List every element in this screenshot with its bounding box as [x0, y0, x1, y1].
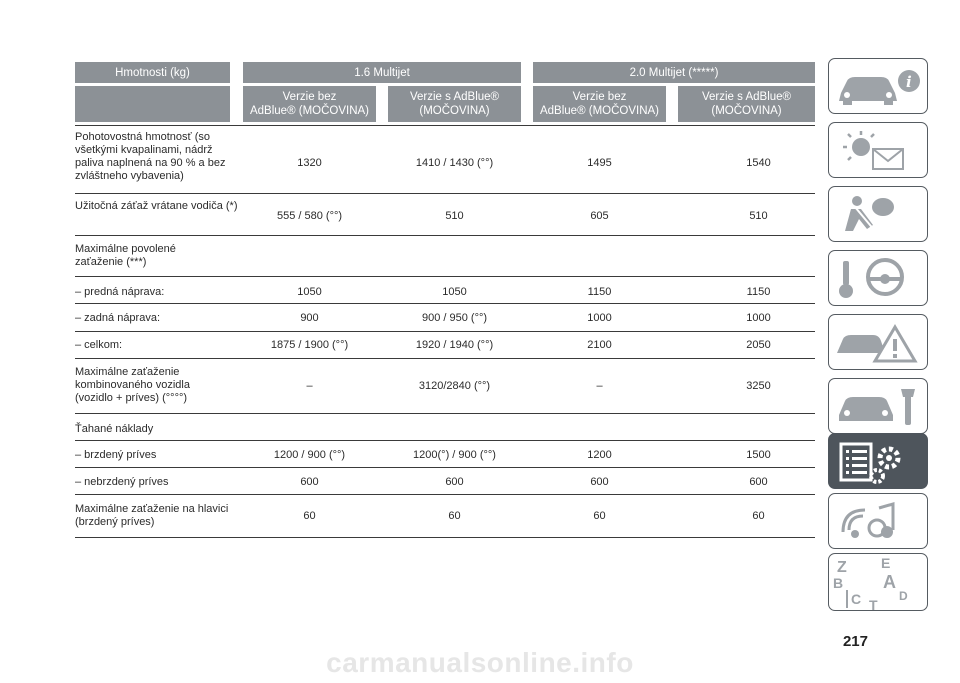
warning-lights-icon [829, 123, 928, 178]
header-weights-label: Hmotnosti (kg) [115, 66, 190, 79]
row-divider [75, 467, 815, 468]
tab-car-info[interactable] [828, 58, 928, 114]
index-letter: B [833, 575, 844, 591]
steering-key-icon [829, 251, 928, 306]
row-divider [75, 303, 815, 304]
cell: 60 [303, 510, 316, 522]
technical-data-icon [829, 434, 928, 489]
cell: 1875 / 1900 (°°) [270, 339, 349, 351]
svg-text:i: i [906, 73, 912, 91]
tab-emergency[interactable] [828, 314, 928, 370]
subheader-col4: Verzie s AdBlue® (MOČOVINA) [678, 86, 815, 122]
cell: 1050 [442, 286, 467, 298]
cell: 3250 [746, 380, 771, 392]
row-divider [75, 413, 815, 414]
tab-technical-data[interactable] [828, 433, 928, 489]
cell: 1540 [746, 157, 771, 169]
cell: 600 [590, 476, 609, 488]
cell: 1200 / 900 (°°) [273, 449, 346, 461]
tab-safety[interactable] [828, 186, 928, 242]
header-20-multijet [533, 62, 815, 83]
tab-starting-driving[interactable] [828, 250, 928, 306]
cell: 1320 [297, 157, 322, 169]
index-letter: E [881, 555, 891, 571]
index-letter: D [899, 589, 908, 603]
index-letter: Z [837, 559, 847, 576]
cell: 900 [300, 312, 319, 324]
page-number: 217 [842, 633, 868, 650]
cell: 600 [749, 476, 768, 488]
cell: 1410 / 1430 (°°) [415, 157, 494, 169]
index-letter: A [883, 572, 896, 592]
cell: 1500 [746, 449, 771, 461]
cell: 1050 [297, 286, 322, 298]
cell: 900 / 950 (°°) [421, 312, 488, 324]
cell: 60 [448, 510, 461, 522]
row-label: Užitočná záťaž vrátane vodiča (*) [75, 200, 238, 212]
cell: – [596, 380, 603, 392]
subheader-empty [75, 86, 230, 122]
header-16-multijet [243, 62, 521, 83]
row-divider [75, 235, 815, 236]
header-16-label: 1.6 Multijet [354, 66, 410, 79]
emergency-car-icon [829, 315, 928, 370]
row-label: – brzdený príves [75, 449, 157, 461]
subheader-col2: Verzie s AdBlue® (MOČOVINA) [388, 86, 521, 122]
row-label: Maximálne zaťaženie kombinovaného vozidla (vozidlo + príves) (°°°°) [75, 366, 190, 404]
cell: 605 [590, 210, 609, 222]
cell: 1200(°) / 900 (°°) [413, 449, 496, 461]
header-weights [75, 62, 230, 83]
row-divider [75, 125, 815, 126]
cell: 60 [593, 510, 606, 522]
header-20-label: 2.0 Multijet (*****) [629, 66, 719, 79]
subheader-col3: Verzie bez AdBlue® (MOČOVINA) [533, 86, 666, 122]
row-divider [75, 193, 815, 194]
row-divider [75, 276, 815, 277]
cell: 60 [752, 510, 765, 522]
watermark: carmanualsonline.info [326, 647, 634, 678]
tab-index[interactable] [828, 553, 928, 611]
cell: 600 [300, 476, 319, 488]
row-label: Maximálne zaťaženie na hlavici (brzdený príves) [75, 503, 229, 528]
cell: 555 / 580 (°°) [276, 210, 343, 222]
cell: 1150 [587, 286, 612, 298]
cell: 1150 [746, 286, 771, 298]
cell: 1000 [587, 312, 612, 324]
row-divider [75, 358, 815, 359]
cell: – [306, 380, 313, 392]
cell: 1920 / 1940 (°°) [415, 339, 494, 351]
row-label: – celkom: [75, 339, 123, 351]
cell: 2100 [587, 339, 612, 351]
cell: 510 [749, 210, 768, 222]
row-label: – predná náprava: [75, 286, 165, 298]
index-letter: C [851, 591, 862, 607]
cell: 1000 [746, 312, 771, 324]
cell: 600 [445, 476, 464, 488]
maintenance-car-icon [829, 379, 928, 434]
index-letters-icon [829, 554, 928, 611]
cell: 510 [445, 210, 464, 222]
car-info-icon [829, 59, 928, 114]
index-letter: T [869, 597, 878, 612]
safety-airbag-icon [829, 187, 928, 242]
tab-multimedia[interactable] [828, 493, 928, 549]
multimedia-icon [829, 494, 928, 549]
row-label: – nebrzdený príves [75, 476, 169, 488]
row-divider [75, 537, 815, 538]
row-label: Maximálne povolené zaťaženie (***) [75, 243, 176, 268]
cell: 1200 [587, 449, 612, 461]
tab-maintenance[interactable] [828, 378, 928, 434]
cell: 2050 [746, 339, 771, 351]
cell: 1495 [587, 157, 612, 169]
row-divider [75, 494, 815, 495]
row-label: Pohotovostná hmotnosť (so všetkými kvapalinami, nádrž paliva naplnená na 90 % a bez zvláštneho vybavenia) [75, 131, 226, 182]
tab-warning-lights[interactable] [828, 122, 928, 178]
cell: 3120/2840 (°°) [418, 380, 491, 392]
row-label: Ťahané náklady [75, 423, 154, 435]
row-divider [75, 331, 815, 332]
row-label: – zadná náprava: [75, 312, 161, 324]
subheader-col1: Verzie bez AdBlue® (MOČOVINA) [243, 86, 376, 122]
row-divider [75, 440, 815, 441]
